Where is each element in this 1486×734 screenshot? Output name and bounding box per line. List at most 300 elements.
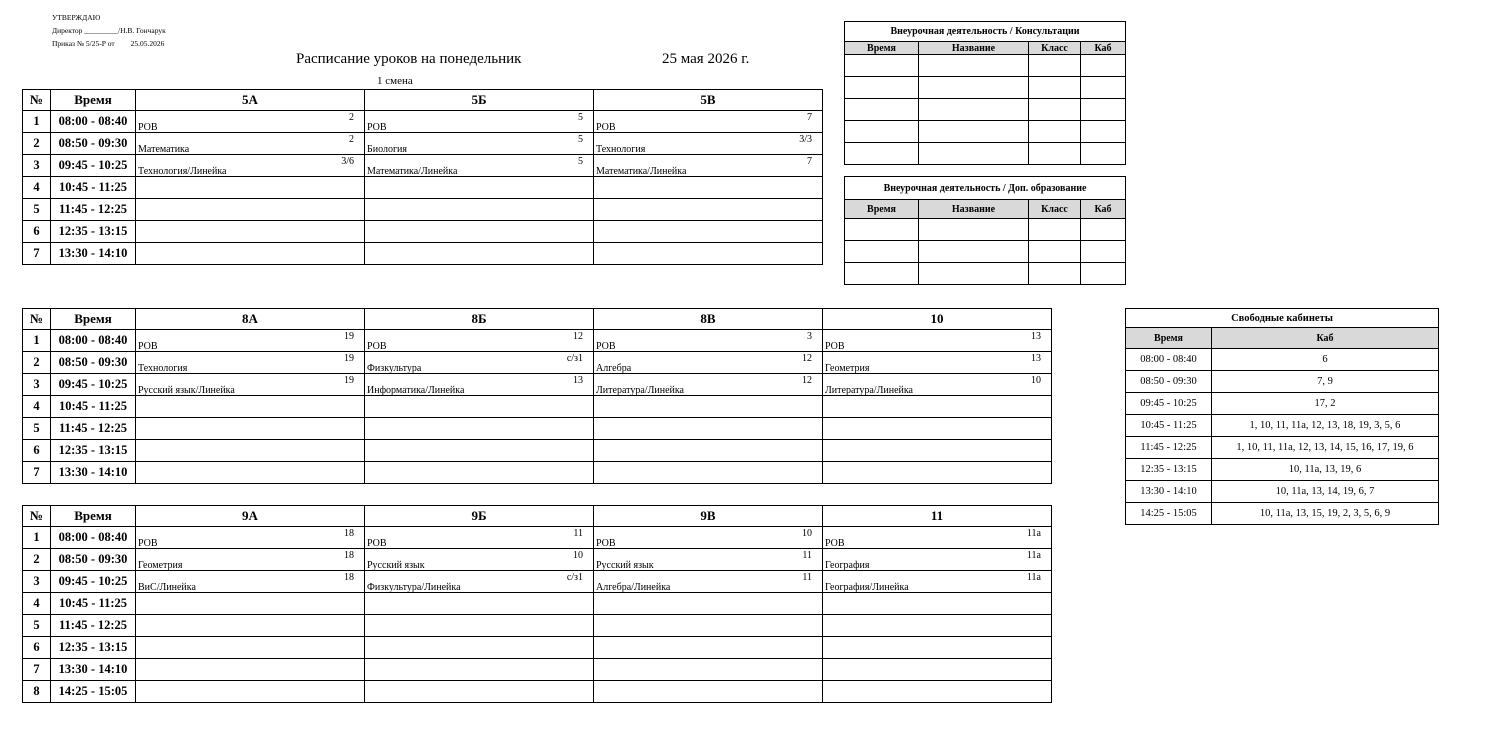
lesson-cell <box>136 593 365 615</box>
lesson-row <box>23 659 1052 681</box>
lesson-cell <box>823 659 1052 681</box>
column-header: Время <box>845 42 919 55</box>
empty-cell <box>1081 263 1126 285</box>
lesson-cell <box>365 133 594 155</box>
lesson-cell <box>823 549 1052 571</box>
empty-cell <box>1029 143 1081 165</box>
lesson-time: 11:45 - 12:25 <box>51 418 136 440</box>
empty-cell <box>1029 55 1081 77</box>
lesson-row <box>23 527 1052 549</box>
lesson-number: 1 <box>23 527 51 549</box>
lesson-cell <box>823 527 1052 549</box>
subject-name: Русский язык/Линейка <box>138 385 235 396</box>
lesson-time: 12:35 - 13:15 <box>51 221 136 243</box>
subject-name: РОВ <box>596 538 616 549</box>
lesson-number: 4 <box>23 396 51 418</box>
lesson-cell <box>365 440 594 462</box>
empty-row <box>845 99 1126 121</box>
column-header: Каб <box>1081 200 1126 219</box>
lesson-number: 3 <box>23 155 51 177</box>
lesson-number: 2 <box>23 352 51 374</box>
lesson-cell <box>136 440 365 462</box>
lesson-time: 10:45 - 11:25 <box>51 177 136 199</box>
lesson-cell <box>136 549 365 571</box>
lesson-cell <box>594 133 823 155</box>
approval-order-date: 25.05.2026 <box>130 39 165 48</box>
lesson-number: 4 <box>23 177 51 199</box>
lesson-number: 1 <box>23 111 51 133</box>
lesson-cell <box>594 440 823 462</box>
room-number: 11 <box>573 528 583 539</box>
column-header: Название <box>919 200 1029 219</box>
room-number: 18 <box>344 550 354 561</box>
schedule-date: 25 мая 2026 г. <box>662 51 750 67</box>
column-header: Время <box>845 200 919 219</box>
header-num: № <box>23 90 51 111</box>
schedule-table-grade8-10 <box>22 308 1052 484</box>
lesson-cell <box>594 374 823 396</box>
lesson-cell <box>365 615 594 637</box>
lesson-cell <box>136 243 365 265</box>
free-rooms: 6 <box>1212 349 1439 371</box>
free-time: 14:25 - 15:05 <box>1126 503 1212 525</box>
empty-cell <box>1029 121 1081 143</box>
lesson-number: 8 <box>23 681 51 703</box>
schedule-table-grade9-11 <box>22 505 1052 703</box>
lesson-cell <box>136 571 365 593</box>
lesson-row <box>23 418 1052 440</box>
lesson-number: 2 <box>23 133 51 155</box>
subject-name: Математика <box>138 144 190 155</box>
lesson-cell <box>136 615 365 637</box>
subject-name: Геометрия <box>825 363 870 374</box>
empty-cell <box>919 121 1029 143</box>
column-header: Каб <box>1212 328 1439 349</box>
free-rooms: 7, 9 <box>1212 371 1439 393</box>
lesson-row <box>23 462 1052 484</box>
lesson-cell <box>594 111 823 133</box>
lesson-cell <box>136 462 365 484</box>
free-room-row <box>1126 371 1439 393</box>
lesson-cell <box>136 111 365 133</box>
room-number: 12 <box>802 353 812 364</box>
room-number: 3 <box>807 331 812 342</box>
empty-cell <box>845 143 919 165</box>
subject-name: Технология/Линейка <box>138 166 227 177</box>
lesson-cell <box>136 527 365 549</box>
lesson-cell <box>594 330 823 352</box>
subject-name: Литература/Линейка <box>596 385 684 396</box>
lesson-time: 08:50 - 09:30 <box>51 133 136 155</box>
lesson-cell <box>823 418 1052 440</box>
header-row <box>23 506 1052 527</box>
empty-cell <box>919 99 1029 121</box>
empty-cell <box>919 219 1029 241</box>
subject-name: РОВ <box>596 122 616 133</box>
caption-row <box>1126 309 1439 328</box>
lesson-row <box>23 374 1052 396</box>
class-header: 8Б <box>365 309 594 330</box>
subject-name: Математика/Линейка <box>596 166 687 177</box>
empty-cell <box>919 241 1029 263</box>
free-room-row <box>1126 393 1439 415</box>
empty-cell <box>1029 241 1081 263</box>
room-number: 10 <box>1031 375 1041 386</box>
lesson-cell <box>136 637 365 659</box>
approval-block <box>52 11 166 50</box>
lesson-number: 7 <box>23 659 51 681</box>
room-number: 11а <box>1026 572 1041 583</box>
room-number: 10 <box>802 528 812 539</box>
room-number: 7 <box>807 112 812 123</box>
lesson-time: 12:35 - 13:15 <box>51 440 136 462</box>
lesson-row <box>23 440 1052 462</box>
subject-name: РОВ <box>825 538 845 549</box>
subject-name: Физкультура/Линейка <box>367 582 461 593</box>
lesson-cell <box>136 155 365 177</box>
lesson-cell <box>365 593 594 615</box>
room-number: 12 <box>573 331 583 342</box>
lesson-row <box>23 352 1052 374</box>
lesson-number: 6 <box>23 221 51 243</box>
header-num: № <box>23 309 51 330</box>
lesson-cell <box>136 221 365 243</box>
lesson-cell <box>823 440 1052 462</box>
lesson-cell <box>594 243 823 265</box>
lesson-row <box>23 571 1052 593</box>
consultations-table <box>844 21 1126 165</box>
empty-cell <box>1081 55 1126 77</box>
lesson-number: 7 <box>23 243 51 265</box>
lesson-row <box>23 111 823 133</box>
subject-name: Технология <box>596 144 646 155</box>
lesson-time: 13:30 - 14:10 <box>51 243 136 265</box>
room-number: 7 <box>807 156 812 167</box>
empty-cell <box>845 77 919 99</box>
column-header: Класс <box>1029 42 1081 55</box>
lesson-cell <box>365 527 594 549</box>
free-time: 09:45 - 10:25 <box>1126 393 1212 415</box>
header-row <box>845 200 1126 219</box>
lesson-cell <box>594 177 823 199</box>
empty-row <box>845 121 1126 143</box>
lesson-cell <box>594 659 823 681</box>
lesson-time: 13:30 - 14:10 <box>51 659 136 681</box>
lesson-row <box>23 199 823 221</box>
lesson-cell <box>136 396 365 418</box>
lesson-number: 1 <box>23 330 51 352</box>
lesson-cell <box>365 111 594 133</box>
lesson-row <box>23 549 1052 571</box>
class-header: 5Б <box>365 90 594 111</box>
empty-cell <box>845 121 919 143</box>
lesson-cell <box>136 133 365 155</box>
header-row <box>845 42 1126 55</box>
free-time: 11:45 - 12:25 <box>1126 437 1212 459</box>
lesson-cell <box>594 571 823 593</box>
free-rooms: 1, 10, 11, 11а, 12, 13, 18, 19, 3, 5, 6 <box>1212 415 1439 437</box>
subject-name: РОВ <box>367 538 387 549</box>
header-row <box>1126 328 1439 349</box>
empty-cell <box>845 55 919 77</box>
lesson-cell <box>823 571 1052 593</box>
subject-name: РОВ <box>367 122 387 133</box>
subject-name: География/Линейка <box>825 582 909 593</box>
free-time: 08:00 - 08:40 <box>1126 349 1212 371</box>
free-time: 13:30 - 14:10 <box>1126 481 1212 503</box>
lesson-row <box>23 593 1052 615</box>
empty-row <box>845 143 1126 165</box>
room-number: 13 <box>1031 353 1041 364</box>
lesson-cell <box>365 199 594 221</box>
free-room-row <box>1126 481 1439 503</box>
lesson-cell <box>594 155 823 177</box>
empty-cell <box>1029 77 1081 99</box>
header-row <box>23 309 1052 330</box>
free-time: 08:50 - 09:30 <box>1126 371 1212 393</box>
lesson-cell <box>365 571 594 593</box>
empty-cell <box>845 99 919 121</box>
room-number: 11а <box>1026 550 1041 561</box>
lesson-cell <box>365 418 594 440</box>
lesson-cell <box>594 199 823 221</box>
empty-cell <box>1081 143 1126 165</box>
lesson-number: 5 <box>23 199 51 221</box>
free-rooms-table <box>1125 308 1439 525</box>
subject-name: РОВ <box>138 341 158 352</box>
lesson-cell <box>823 352 1052 374</box>
table-caption: Внеурочная деятельность / Доп. образование <box>845 177 1126 200</box>
class-header: 5А <box>136 90 365 111</box>
lesson-time: 10:45 - 11:25 <box>51 593 136 615</box>
free-rooms: 10, 11а, 13, 15, 19, 2, 3, 5, 6, 9 <box>1212 503 1439 525</box>
table-caption: Свободные кабинеты <box>1126 309 1439 328</box>
subject-name: Математика/Линейка <box>367 166 458 177</box>
lesson-cell <box>823 462 1052 484</box>
class-header: 10 <box>823 309 1052 330</box>
lesson-row <box>23 615 1052 637</box>
lesson-cell <box>136 330 365 352</box>
shift-label: 1 смена <box>377 75 413 87</box>
lesson-time: 09:45 - 10:25 <box>51 374 136 396</box>
room-number: 2 <box>349 134 354 145</box>
lesson-cell <box>823 396 1052 418</box>
lesson-cell <box>594 418 823 440</box>
empty-cell <box>1081 99 1126 121</box>
lesson-cell <box>823 330 1052 352</box>
room-number: 10 <box>573 550 583 561</box>
schedule-title: Расписание уроков на понедельник <box>296 51 522 67</box>
subject-name: Алгебра/Линейка <box>596 582 671 593</box>
column-header: Каб <box>1081 42 1126 55</box>
lesson-number: 6 <box>23 637 51 659</box>
lesson-time: 11:45 - 12:25 <box>51 615 136 637</box>
empty-cell <box>1081 219 1126 241</box>
schedule-table-grade5 <box>22 89 823 265</box>
empty-row <box>845 263 1126 285</box>
room-number: с/з1 <box>566 572 583 583</box>
empty-cell <box>845 241 919 263</box>
column-header: Название <box>919 42 1029 55</box>
lesson-cell <box>136 681 365 703</box>
free-room-row <box>1126 349 1439 371</box>
lesson-cell <box>136 199 365 221</box>
room-number: 5 <box>578 112 583 123</box>
subject-name: РОВ <box>825 341 845 352</box>
subject-name: Литература/Линейка <box>825 385 913 396</box>
lesson-number: 5 <box>23 418 51 440</box>
header-time: Время <box>51 506 136 527</box>
lesson-cell <box>365 221 594 243</box>
header-row <box>23 90 823 111</box>
room-number: 5 <box>578 156 583 167</box>
lesson-time: 09:45 - 10:25 <box>51 155 136 177</box>
lesson-row <box>23 177 823 199</box>
lesson-time: 09:45 - 10:25 <box>51 571 136 593</box>
free-rooms: 10, 11а, 13, 19, 6 <box>1212 459 1439 481</box>
lesson-row <box>23 637 1052 659</box>
subject-name: РОВ <box>596 341 616 352</box>
extra-education-table <box>844 176 1126 285</box>
approval-director: Директор _________/Н.В. Гончарук <box>52 26 166 35</box>
room-number: 19 <box>344 331 354 342</box>
room-number: 2 <box>349 112 354 123</box>
lesson-time: 11:45 - 12:25 <box>51 199 136 221</box>
lesson-number: 7 <box>23 462 51 484</box>
lesson-cell <box>365 155 594 177</box>
lesson-cell <box>365 396 594 418</box>
empty-cell <box>1029 219 1081 241</box>
lesson-cell <box>136 659 365 681</box>
empty-row <box>845 241 1126 263</box>
subject-name: РОВ <box>367 341 387 352</box>
lesson-time: 12:35 - 13:15 <box>51 637 136 659</box>
lesson-number: 6 <box>23 440 51 462</box>
empty-cell <box>919 263 1029 285</box>
empty-cell <box>1081 121 1126 143</box>
room-number: 18 <box>344 528 354 539</box>
lesson-cell <box>594 549 823 571</box>
lesson-number: 2 <box>23 549 51 571</box>
lesson-cell <box>594 637 823 659</box>
lesson-number: 3 <box>23 374 51 396</box>
class-header: 9Б <box>365 506 594 527</box>
room-number: 3/6 <box>341 156 354 167</box>
column-header: Время <box>1126 328 1212 349</box>
subject-name: Алгебра <box>596 363 632 374</box>
header-num: № <box>23 506 51 527</box>
lesson-cell <box>594 681 823 703</box>
room-number: 19 <box>344 375 354 386</box>
room-number: 3/3 <box>799 134 812 145</box>
lesson-cell <box>823 637 1052 659</box>
class-header: 11 <box>823 506 1052 527</box>
lesson-time: 14:25 - 15:05 <box>51 681 136 703</box>
empty-cell <box>1029 263 1081 285</box>
free-rooms: 17, 2 <box>1212 393 1439 415</box>
lesson-row <box>23 221 823 243</box>
lesson-cell <box>823 593 1052 615</box>
lesson-cell <box>594 593 823 615</box>
lesson-row <box>23 330 1052 352</box>
room-number: 18 <box>344 572 354 583</box>
lesson-cell <box>365 681 594 703</box>
approval-order-number: Приказ № 5/25-Р от <box>52 39 115 48</box>
lesson-cell <box>365 330 594 352</box>
subject-name: География <box>825 560 870 571</box>
lesson-cell <box>365 462 594 484</box>
lesson-cell <box>823 681 1052 703</box>
lesson-row <box>23 155 823 177</box>
subject-name: Русский язык <box>596 560 654 571</box>
class-header: 8А <box>136 309 365 330</box>
room-number: 11 <box>802 572 812 583</box>
room-number: 11 <box>802 550 812 561</box>
lesson-row <box>23 133 823 155</box>
class-header: 9В <box>594 506 823 527</box>
subject-name: Русский язык <box>367 560 425 571</box>
header-time: Время <box>51 309 136 330</box>
free-room-row <box>1126 503 1439 525</box>
room-number: 12 <box>802 375 812 386</box>
free-room-row <box>1126 437 1439 459</box>
subject-name: ВиС/Линейка <box>138 582 196 593</box>
lesson-cell <box>823 615 1052 637</box>
empty-cell <box>1081 77 1126 99</box>
empty-row <box>845 77 1126 99</box>
subject-name: Биология <box>367 144 408 155</box>
lesson-cell <box>594 352 823 374</box>
lesson-time: 10:45 - 11:25 <box>51 396 136 418</box>
subject-name: РОВ <box>138 538 158 549</box>
lesson-cell <box>365 374 594 396</box>
empty-cell <box>1029 99 1081 121</box>
lesson-cell <box>365 637 594 659</box>
lesson-time: 13:30 - 14:10 <box>51 462 136 484</box>
lesson-cell <box>136 352 365 374</box>
lesson-cell <box>594 462 823 484</box>
lesson-cell <box>136 177 365 199</box>
empty-cell <box>919 77 1029 99</box>
lesson-number: 5 <box>23 615 51 637</box>
subject-name: Технология <box>138 363 188 374</box>
lesson-cell <box>136 418 365 440</box>
empty-row <box>845 55 1126 77</box>
subject-name: Геометрия <box>138 560 183 571</box>
free-time: 10:45 - 11:25 <box>1126 415 1212 437</box>
class-header: 5В <box>594 90 823 111</box>
approval-title: УТВЕРЖДАЮ <box>52 13 101 22</box>
empty-cell <box>845 263 919 285</box>
subject-name: Информатика/Линейка <box>367 385 465 396</box>
lesson-cell <box>823 374 1052 396</box>
empty-cell <box>1081 241 1126 263</box>
lesson-cell <box>594 396 823 418</box>
room-number: 19 <box>344 353 354 364</box>
free-rooms: 1, 10, 11, 11а, 12, 13, 14, 15, 16, 17, 19, 6 <box>1212 437 1439 459</box>
free-rooms: 10, 11а, 13, 14, 19, 6, 7 <box>1212 481 1439 503</box>
caption-row <box>845 177 1126 200</box>
subject-name: РОВ <box>138 122 158 133</box>
room-number: 13 <box>1031 331 1041 342</box>
lesson-cell <box>365 243 594 265</box>
caption-row <box>845 22 1126 42</box>
room-number: с/з1 <box>566 353 583 364</box>
lesson-time: 08:00 - 08:40 <box>51 330 136 352</box>
lesson-cell <box>365 352 594 374</box>
subject-name: Физкультура <box>367 363 422 374</box>
lesson-cell <box>365 549 594 571</box>
